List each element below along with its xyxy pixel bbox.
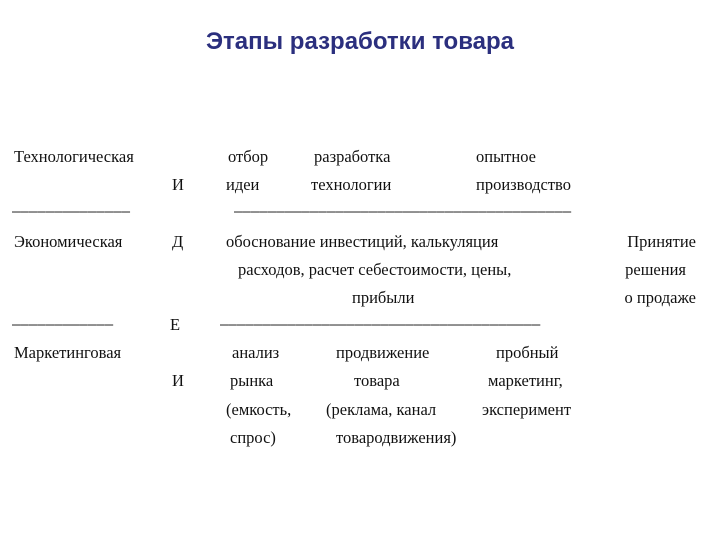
mkt-stage-2-line-2: товара bbox=[354, 371, 400, 390]
separator-right-1: –––––––––––––––––––––––––––––––––––––––– bbox=[234, 205, 572, 219]
mkt-stage-2-line-1: продвижение bbox=[336, 343, 430, 362]
mkt-stage-3-line-1: пробный bbox=[496, 343, 559, 362]
mkt-stage-1-line-1: анализ bbox=[232, 343, 280, 362]
separator-left-1: –––––––––––––– bbox=[12, 205, 131, 219]
decision-line-1: Принятие bbox=[627, 232, 696, 251]
tech-stage-2-line-1: разработка bbox=[314, 147, 391, 166]
tech-stage-3-line-1: опытное bbox=[476, 147, 536, 166]
decision-line-3: о продаже bbox=[624, 288, 696, 307]
vertical-word-letter-i-2: И bbox=[172, 371, 184, 390]
tech-stage-1-line-2: идеи bbox=[226, 175, 260, 194]
vertical-word-letter-i: И bbox=[172, 175, 184, 194]
mkt-stage-1-line-3: (емкость, bbox=[226, 400, 292, 419]
econ-text-line-3: прибыли bbox=[352, 288, 415, 307]
separator-left-2: –––––––––––– bbox=[12, 318, 114, 332]
row-label-marketing: Маркетинговая bbox=[14, 343, 122, 362]
mkt-stage-1-line-2: рынка bbox=[230, 371, 274, 390]
tech-stage-2-line-2: технологии bbox=[311, 175, 392, 194]
mkt-stage-2-line-3: (реклама, канал bbox=[326, 400, 437, 419]
mkt-stage-3-line-2: маркетинг, bbox=[488, 371, 563, 390]
mkt-stage-3-line-3: эксперимент bbox=[482, 400, 572, 419]
tech-stage-3-line-2: производство bbox=[476, 175, 571, 194]
decision-line-2: решения bbox=[625, 260, 686, 279]
page-title: Этапы разработки товара bbox=[205, 28, 515, 55]
row-label-technological: Технологическая bbox=[14, 147, 134, 166]
econ-text-line-1: обоснование инвестиций, калькуляция bbox=[226, 232, 499, 251]
tech-stage-1-line-1: отбор bbox=[228, 147, 269, 166]
separator-right-2: –––––––––––––––––––––––––––––––––––––– bbox=[220, 318, 541, 332]
econ-text-line-2: расходов, расчет себестоимости, цены, bbox=[238, 260, 512, 279]
mkt-stage-1-line-4: спрос) bbox=[230, 428, 276, 447]
vertical-word-letter-d: Д bbox=[172, 232, 184, 251]
row-label-economic: Экономическая bbox=[14, 232, 123, 251]
mkt-stage-2-line-4: товародвижения) bbox=[336, 428, 457, 447]
vertical-word-letter-e: Е bbox=[170, 315, 181, 334]
